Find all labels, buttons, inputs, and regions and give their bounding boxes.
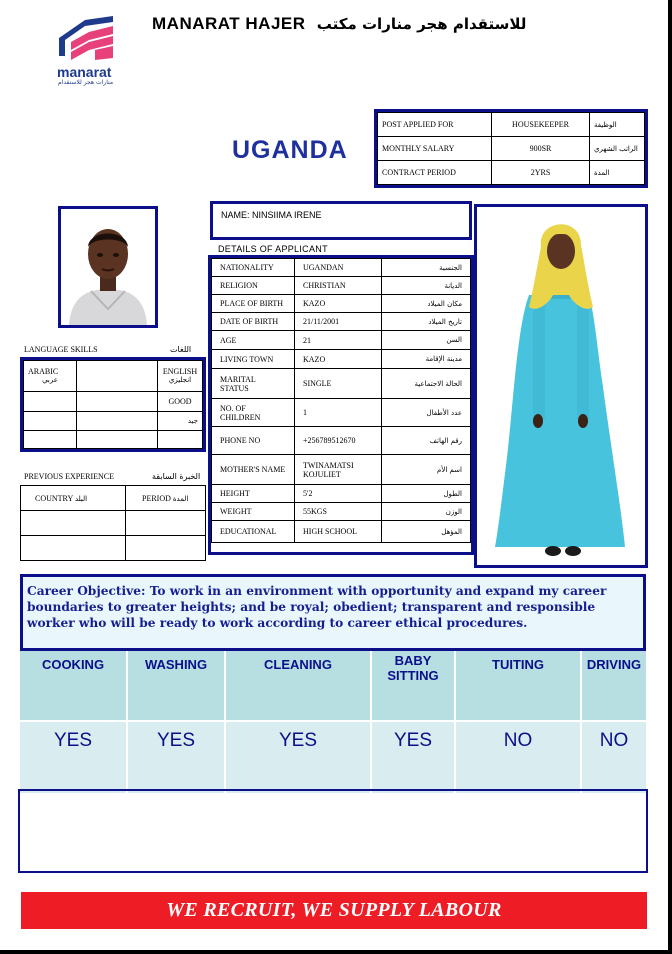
period-label-ar: المدة — [172, 494, 189, 503]
details-label: AGE — [212, 331, 295, 350]
skill-value: NO — [581, 721, 647, 793]
page-edge-right — [668, 0, 672, 954]
arabic-label-cell — [24, 361, 77, 392]
details-value: 21/11/2001 — [295, 313, 382, 331]
brand-latin: MANARAT HAJER — [152, 14, 306, 33]
details-label: PHONE NO — [212, 427, 295, 455]
english-label-ar: انجليزي — [168, 376, 192, 385]
english-label: ENGLISH — [162, 367, 198, 377]
details-arabic: الطول — [382, 485, 471, 503]
details-label: DATE OF BIRTH — [212, 313, 295, 331]
details-row — [212, 503, 471, 521]
details-label: EDUCATIONAL — [212, 521, 295, 543]
language-cell — [24, 430, 77, 448]
skill-name: CLEANING — [225, 651, 371, 721]
details-value: TWINAMATSI KOJULIET — [295, 455, 382, 485]
details-value: CHRISTIAN — [295, 277, 382, 295]
post-row — [378, 113, 645, 137]
agency-title — [152, 14, 526, 34]
career-objective: Career Objective: To work in an environment with opportunity and expand my career boundaries to greater heights; and be royal; obedient; transparent and responsible worker who will be ready to work according to career ethical procedures. — [20, 574, 646, 651]
details-value: KAZO — [295, 350, 382, 369]
details-arabic: الوزن — [382, 503, 471, 521]
language-row — [24, 430, 203, 448]
language-title-arabic: اللغات — [170, 345, 192, 354]
details-row — [212, 350, 471, 369]
language-table — [20, 357, 206, 452]
english-level-ar: جيد — [158, 412, 203, 430]
skills-value-row — [20, 721, 647, 793]
experience-row — [21, 511, 206, 536]
details-label: NATIONALITY — [212, 259, 295, 277]
language-row — [24, 412, 203, 430]
arabic-label: ARABIC — [28, 367, 59, 377]
experience-row — [21, 536, 206, 561]
language-cell — [77, 412, 158, 430]
details-row — [212, 455, 471, 485]
details-row — [212, 521, 471, 543]
details-value: 1 — [295, 399, 382, 427]
language-cell — [24, 412, 77, 430]
details-arabic: عدد الأطفال — [382, 399, 471, 427]
details-value: SINGLE — [295, 369, 382, 399]
details-row — [212, 331, 471, 350]
skill-name: COOKING — [20, 651, 127, 721]
details-arabic: الديانة — [382, 277, 471, 295]
applicant-name: NAME: NINSIIMA IRENE — [210, 201, 472, 240]
details-arabic: مكان الميلاد — [382, 295, 471, 313]
details-value: HIGH SCHOOL — [295, 521, 382, 543]
period-label: PERIOD — [142, 493, 171, 503]
language-cell — [158, 430, 203, 448]
full-body-photo — [474, 204, 648, 568]
country-label-ar: البلد — [74, 494, 88, 503]
post-value: 2YRS — [492, 161, 590, 185]
skill-name: TUITING — [455, 651, 581, 721]
details-label: HEIGHT — [212, 485, 295, 503]
details-row — [212, 399, 471, 427]
post-arabic: المدة — [590, 161, 645, 185]
details-arabic: السن — [382, 331, 471, 350]
experience-title: PREVIOUS EXPERIENCE — [24, 472, 115, 481]
english-level: GOOD — [158, 391, 203, 411]
arabic-level — [77, 361, 158, 392]
details-arabic: رقم الهاتف — [382, 427, 471, 455]
details-value: UGANDAN — [295, 259, 382, 277]
details-row — [212, 369, 471, 399]
details-label: MARITAL STATUS — [212, 369, 295, 399]
details-row — [212, 277, 471, 295]
brand-arabic: للاستقدام هجر منارات مكتب — [316, 15, 527, 33]
post-label: CONTRACT PERIOD — [378, 161, 492, 185]
country-heading: UGANDA — [232, 136, 348, 164]
post-arabic: الوظيفة — [590, 113, 645, 137]
details-label: LIVING TOWN — [212, 350, 295, 369]
experience-col-period — [126, 486, 206, 511]
details-row — [212, 427, 471, 455]
details-arabic: اسم الأم — [382, 455, 471, 485]
country-label: COUNTRY — [35, 493, 73, 503]
details-label: RELIGION — [212, 277, 295, 295]
details-label: WEIGHT — [212, 503, 295, 521]
details-table — [208, 255, 474, 555]
experience-cell — [21, 536, 126, 561]
details-label: PLACE OF BIRTH — [212, 295, 295, 313]
post-arabic: الراتب الشهري — [590, 137, 645, 161]
post-table — [374, 109, 648, 188]
notes-box — [18, 789, 648, 873]
details-arabic: الحالة الاجتماعية — [382, 369, 471, 399]
skill-name: DRIVING — [581, 651, 647, 721]
post-value: HOUSEKEEPER — [492, 113, 590, 137]
skill-value: NO — [455, 721, 581, 793]
language-row — [24, 391, 203, 411]
skill-value: YES — [371, 721, 455, 793]
language-title: LANGUAGE SKILLS — [24, 345, 98, 354]
details-arabic: المؤهل — [382, 521, 471, 543]
details-arabic: الجنسية — [382, 259, 471, 277]
experience-cell — [126, 536, 206, 561]
skill-value: YES — [225, 721, 371, 793]
skill-name: BABY SITTING — [371, 651, 455, 721]
skill-value: YES — [127, 721, 225, 793]
logo-arabic: منارات هجر للاستقدام — [58, 79, 114, 86]
skills-header-row — [20, 651, 647, 721]
details-row — [212, 259, 471, 277]
logo-word: manarat — [57, 64, 112, 80]
slogan-banner: WE RECRUIT, WE SUPPLY LABOUR — [21, 892, 647, 929]
passport-photo — [58, 206, 158, 328]
details-value: +256789512670 — [295, 427, 382, 455]
post-row — [378, 161, 645, 185]
post-label: POST APPLIED FOR — [378, 113, 492, 137]
details-arabic: مدينة الإقامة — [382, 350, 471, 369]
language-row — [24, 361, 203, 392]
details-row — [212, 295, 471, 313]
experience-col-country — [21, 486, 126, 511]
details-row — [212, 485, 471, 503]
experience-cell — [126, 511, 206, 536]
skill-name: WASHING — [127, 651, 225, 721]
details-label: NO. OF CHILDREN — [212, 399, 295, 427]
details-arabic: تاريخ الميلاد — [382, 313, 471, 331]
details-value: 21 — [295, 331, 382, 350]
post-label: MONTHLY SALARY — [378, 137, 492, 161]
language-cell — [77, 430, 158, 448]
full-body-photo-image — [477, 207, 645, 565]
details-row — [212, 313, 471, 331]
details-title: DETAILS OF APPLICANT — [218, 244, 328, 254]
experience-header-row — [21, 486, 206, 511]
passport-photo-image — [61, 209, 155, 325]
experience-cell — [21, 511, 126, 536]
details-label: MOTHER'S NAME — [212, 455, 295, 485]
details-value: 5'2 — [295, 485, 382, 503]
language-cell — [24, 391, 77, 411]
experience-table — [20, 485, 206, 561]
language-cell — [77, 391, 158, 411]
arabic-label-ar: عربي — [42, 376, 58, 385]
skills-table — [20, 651, 648, 793]
page-edge-bottom — [0, 950, 672, 954]
details-value: KAZO — [295, 295, 382, 313]
skill-value: YES — [20, 721, 127, 793]
english-label-cell — [158, 361, 203, 392]
details-value: 55KGS — [295, 503, 382, 521]
experience-title-arabic: الخبرة السابقة — [152, 472, 201, 481]
post-row — [378, 137, 645, 161]
post-value: 900SR — [492, 137, 590, 161]
